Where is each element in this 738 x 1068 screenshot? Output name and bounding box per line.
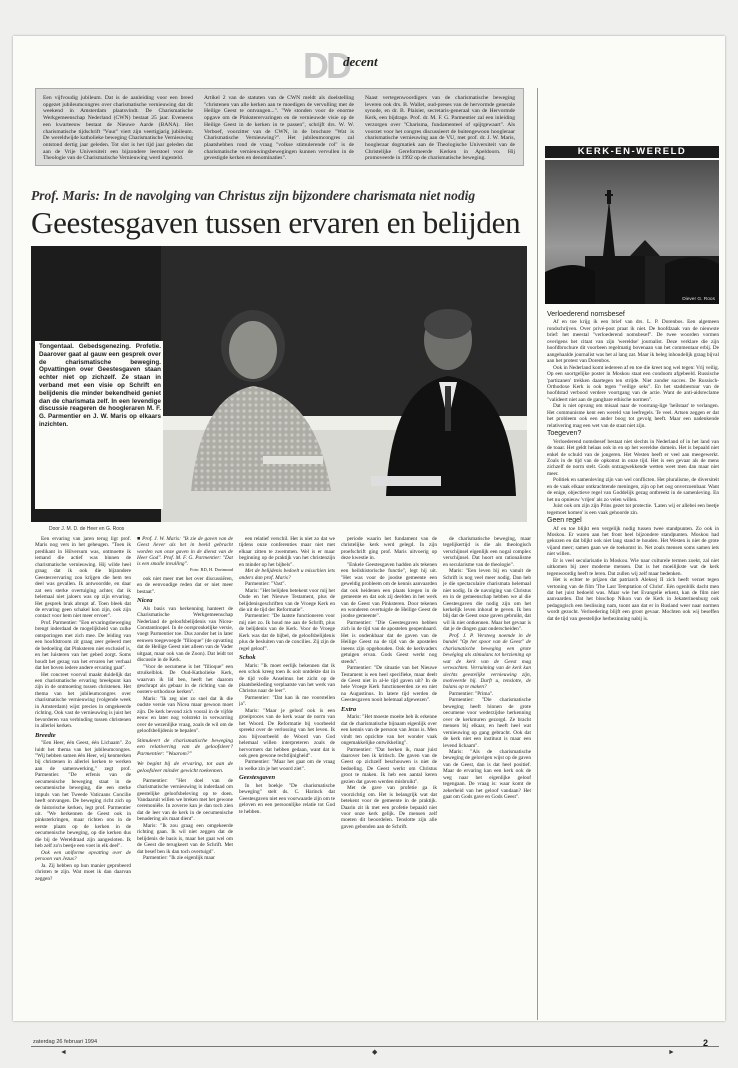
body-column-2 [137, 536, 233, 862]
paragraph: Prof. J. P. Versteeg noemde in de bundel "Op het spoor van de Geest" de charismatische beweging een grote bewéging als stimulans tot herziening op wat de kerk van de Geest mag verwachten. Verruiming van de kerk kan slechts geestelijke vernieuwing zijn, motiveerde hij. Durft u, tenslotte, de balans op te maken? [443, 632, 531, 691]
section-heading: Geestesgaven [239, 774, 276, 782]
kerk-en-wereld-header: KERK-EN-WERELD [545, 146, 719, 158]
article-headline: Geestesgaven tussen ervaren en belijden [31, 205, 521, 240]
paragraph: Als basis van herkenning hanteert de Charismatische Werkgemeenschap Nederland de geloofsbelijdenis van Nicea-Constantinopel. In de oorspronkelijke versie, voegt Parmentier toe. Dus zonder het in later eeuwen toegevoegde "filioque" (de opvatting dat de Heilige Geest niet alleen van de Vader uitgaat, maar ook van de Zoon). Dat leidt tot discussie in de Kerk. [137, 605, 233, 664]
paragraph: Parmentier: "Dat herken ik, maar juist daarover ben ik kritisch. De gaven van de Geest op zichzelf beschouwen is niet de bedoeling. De Geest werkt om Christus groot te maken. Ik heb een aantal keren gezien dat gaven werden misbruikt". [341, 746, 437, 785]
paragraph: Parmentier: "Dat kan ik me voorstellen ja". [239, 694, 335, 708]
paragraph: Maris: "Als de charismatische beweging de gelovigen wijst op de gaven van de Geest, dan is dat heel positief. Maar de ervaring kan een kerk ook de weg naar het eigenlijke geloof tegengaan. De vraag is: waar komt de zekerheid van het geloof vandaan? Het gaat om Gods gave en Gods Geest". [443, 748, 531, 801]
paragraph: ook niet meer met het over discussiëren, en de eenvoudige reden dat er niet meer bestaat". [137, 575, 233, 595]
kerk-en-wereld-text [547, 310, 719, 622]
section-heading: Schok [239, 654, 256, 662]
paragraph: Met de gave van profetie ga ik voorzichtig om. Het is belangrijk wat dat betekent voor de gemeente in de praktijk. Daarin zit ik met een profetie bepaald niet voor onze kerk gelijk. De mensen zelf moeten dit beoordelen. Tenslotte zijn alle gaven gebonden aan de Schrift. [341, 785, 437, 830]
sidebar-paragraph: Verloederend nomsbesef bestaat niet slechts in Nederland of in het land van de toaar. Het geldt helaas ook in en op het wereldse domein. Het is bepaald niet enkel de schuld van de jongeren. Het Westen heeft er veel aan meegewerkt. Zoals in de tijd van de opkomst in onze tijd. Het is een gevaar als de mens zichzelf de norm stelt. Gods ontzagwekkende wetten weet men dan maar niet meer. [547, 438, 719, 477]
scan-tick-3: ► [668, 1048, 675, 1056]
section-heading: Breedte [35, 731, 56, 739]
church-illustration [545, 160, 719, 304]
paragraph: Parmentier: "Ik zie eigenlijk maar [143, 855, 215, 862]
section-heading: Extra [341, 705, 357, 713]
sidebar-paragraph: Dat is niet opvang om misaal naar de voorrang-lige 'heilstaat' te verlangen. Het communisme kent een wereld van leefregels. Te veel. Artsen zeggen er dat het probleem ook een ander boog tot gevolg heeft. Maar een nadenkende relativering mag een wet van de staat niet zijn. [547, 403, 719, 429]
footer-rule [31, 1046, 719, 1047]
paragraph: Parmentier: "Vast". [245, 581, 286, 588]
sidebar-paragraph: Ook in Nederland komt iedereen af en toe die kreet nog wel tegen: Vrij veilig. Op een soortgelijke poster in Moskou staat een condoom afgebeeld. Russische 'partizanen' trekken daartegen ten strijde. Niet zonder succes. De Russisch-Orthodoxe Kerk is ook tegen "veilige seks". En het stadsbestuur van de hoofdstad verbood verdere voortgang van de actie. Want de anti-aidsreclame "valideert niet aan de gangbare ethische normen". [547, 364, 719, 403]
inset-caption [137, 536, 233, 574]
paragraph: Maris: "Het moeste moeite heb ik erkenne dat de charismatische bijnaam eigenlijk over een kennis van de persoon van Jezus is. Men vindt ten opzichte van het wonder vaak ongemakkelijke ontwikkeling". [341, 714, 437, 747]
paragraph: Parmentier: "Prima". [449, 690, 494, 697]
page-number: 2 [703, 1038, 709, 1048]
sidebar-paragraph: Af en toe krijg ik een brief van drs. L. P. Dorenbos. Een algemeen rondschrijven. Over privé-post praat ik niet. De hoofdzaak van de nieuwste brief: het meestal "verloederend nomsbesef". De twee woorden vormen overigens het citaat van zijn 'wereldse' journalist. Deze verklare die zijn hoofdbrochure dit voorbeen regelmatig bovenaan van het commentaar erbij. De aangehaalde journalist was het al lang zat. Maar ik beleg inhoudelijk graag bijval aan het protest van Dorenbos. [547, 319, 719, 365]
paragraph: Parmentier: "Maar het gaat om de vraag in welke zin je het woord ziet". [239, 759, 335, 772]
paragraph: Ook een uniforme opvatting over de persoon van Jezus? [35, 849, 131, 863]
paragraph: "Enkele Geestesgaven hadden als tekenen een heilshistorische functie", legt hij uit. "Het was voor de joodse gemeente een geweldig probleem om de kennis aanvaarden dat ook heidenen een plaats kregen in de gemeente en dat ook zij deelden in het werk van de Geest van Pinksteren. Door tekenen en wonderen overtuigde de Heilige Geest de joodse gemeente". [341, 561, 437, 620]
body-column-2-text [137, 576, 233, 862]
inset-caption-credit: Foto: RD, H. Dortmund [189, 567, 233, 573]
paragraph: Met de belijdenis bedoelt u misschien iets anders dan prof. Maris? [239, 568, 335, 581]
scan-tick-2: ◆ [372, 1048, 378, 1056]
paragraph: In het boekje "De charismatische beweging" stelt ds. C. Harinck dat Geestesgaven niet een voorwaarde zijn om te geloven en een persoonlijke relatie tot God te hebben. [239, 782, 335, 815]
paragraph: Parmentier: "Het doel van de charismatische vernieuwing is inderdaad om geestelijke geloofsbeleving op te doen. Vandaaruit willen we breken met het gewone ceremoniële. In zoverre kan je dan toch zien dat de leer van de kerk in de oecumenische benadering als maat dient". [137, 777, 233, 823]
section-heading: Nicea [137, 597, 153, 605]
paragraph: Een ervaring van jaren terug ligt prof. Maris nog vers in het geheugen. "Toen ik predikant in Hilversum was, ontmoette ik iemand die actief was binnen de charismatische vernieuwing. Hij wilde heel graag dat ik ook die bijzondere Geestesvervaring zou krijgen die hem ten deel was gevallen. Ik antwoordde, en daar zat een sterke overtuiging achter, dat ik helemaal niet jaloers was op zijn ervaring. Het gesprek brak abrupt af. Toen bleek dat de ervaring geen schakel kon zijn, ook zijn contact voor hem niet meer ervoer". [35, 536, 131, 620]
paragraph: Maris: "Ik zeg niet zo snel dat ik die oudste versie van Nicea maar gewoon moet zijn. De kerk bevond zich vooral in de vijfde eeuw en later nog volstrekt in verwarring over de wezenlijke vraag, zoals de wil om de geloofsbelijdenis te bepalen". [137, 695, 233, 735]
intro-col-3: Naast vertegenwoordigers van de charismatische beweging leveren ook drs. B. Wallet, oud-preses van de hervormde generale synode, en dr. B. Plaisier, secretaris-generaal van de Hervormde Kerk, een bijdrage. Prof. dr. M. F. G. Parmentier zal een inleiding verzorgen over "Charisma, fundamenteel of spijtgewaart". Als voorzet voor het congres discussieert de buitengewoon hoogleraar charismatische vernieuwing aan de VU, met prof. dr. J. W. Maris, hoogleraar dogmatiek aan de Theologische Universiteit van de Christelijke Gereformeerde Kerken in Apeldoorn. Hij promoveerde in 1992 op de charismatische beweging. [365, 95, 515, 162]
pull-quote: We begint bij de ervaring, tot aan de geloofsleer minder gewicht toekennen. [137, 761, 233, 774]
paragraph: een relatief verschil. Het is niet zo dat we tijdens onze conferenties maar niet met elkaar zitten te zwemmen. Wel is er maar beginning op de praktijk van het christenzijn en minder op het bijbels". [239, 536, 335, 568]
paragraph: Prof. Parmentier: "Een ervaringsbeweging brengt inderdaad de mogelijkheid van zulke ontsporingen met zich mee. De leiding van een hoofdstroom zit graag zeer geleerd met de bedoeling dat Pinksteren niet exclusief is, en het luisteren van het gebed zorgt. Soms houdt het gezag van het ervaren het verhaal dat het boven iedere andere ervaring gaat". [35, 619, 131, 672]
paragraph: Maris: "Een leven bij en vanuit de Schrift is nog veel meer nodig. Dan heb je die spectaculaire charismata helemaal niet nodig. In de navolging van Christus en in de gemeenschap hebben we al die Geestesgaven die nodig zijn om het kerkelijk leven inhoud te geven. Ik ben blij dat de Geest onze gaven gebruikt, dat wil ik niet ontkennen. Maar het gevaar is dat je de dingen gaat onderscheiden". [443, 568, 531, 633]
dd-logo: DD [303, 45, 349, 86]
paragraph: Maris: "Maar je geloof ook is een groeiproces van de kerk waar de norm van het Woord. De Reformatie bij voorbeeld spreekt over de verlossing van het leven. Ik zou bijvoorbeeld de Woord van God helemaal willen interpreteren zoals de hervormers dat hebben gedaan, want dat is ook geen gewone rechtlijnigheid". [239, 707, 335, 759]
sidebar-heading: Verloederend nomsbesef [547, 311, 625, 318]
sidebar-heading: Toegeven? [547, 430, 582, 438]
paragraph: periode waarin het fundament van de christelijke kerk werd gelegd. In zijn proefschrift ging prof. Maris uitvoerig op deze kwestie in. [341, 536, 437, 562]
sidebar-paragraph: Juist ook om zijn zijn Prins gezet tot protectie. 'Laten wij er allebei een beetje tegemoet komen' is een vaak gehoorde zin. [547, 503, 719, 516]
sidebar-paragraph: Het is echter te prijzen dat patriarch Aleksej II zich heeft verzet tegen vertoning van de film 'The Last Temptation of Christ'. Eén ogenblik dacht men dat het juist bedoeld was. Maar wie het Evangelie erkent, kan de film niet aanvaarden. Dat het bisschop Nikon van de Kerk in Jekaterinenburg ook pedagogisch een beslissing nam, toont aan dat er in Rusland weer naar normen wordt gezocht. Verloedering blijft een groot gevaar. Mochten ook wij beseffen dat de tijd van geestelijke herbezinning nabij is. [547, 577, 719, 622]
bullet-icon: ■ [137, 536, 143, 542]
body-column-3 [239, 536, 335, 815]
sidebar-paragraph: Af en toe blijkt een vergelijk nodig tussen twee standpunten. Zo ook in Moskou. Er waren aan het front heel bijzondere standpunten. Moskou had gekozen en dat blijkt ook niet lang stand te houden. Het Westen is niet de grote vijand meer; samen gaan we de toekomst in. Net zoals mensen soms samen iets niet willen. [547, 525, 719, 558]
byline: Door J. M. D. de Heer en G. Roos [49, 526, 125, 532]
intro-box [35, 88, 524, 166]
paragraph: Maris: "Ik moet eerlijk bekennen dat ik een schok kreeg toen ik ooit ontdekte dat in de tijd volle Anselmus het zicht op de plaatsbekleding verplaatste van het werk van Christus naar de leer". [239, 662, 335, 695]
paragraph: Parmentier: "Die Geestesgaven hebben zich in de tijd van de apostelen geopenbaard. Het is ondenkbaar dat de gaven van de Heilige Geest na de tijd van de apostelen ineens zijn opgehouden. Ook de kerkvaders getuigen ervan. Gods Geest werkt nog steeds". [341, 619, 437, 665]
photo-caption-box [35, 341, 163, 509]
sidebar-divider [537, 88, 538, 1020]
pull-quote: Stimuleert de charismatische beweging een relativering van de geloofsleer? Parmentier: "Waarom?" [137, 737, 233, 758]
paragraph: Het concreet voorval maakt duidelijk dat een charismatische ervaring breekpunt kan zijn in de ontmoeting tussen christenen. Het thema van het jubileumcongres over charismatische vernieuwing (volgende week in Amsterdam) wijst precies in omgekeerde richting. Ook vast de vernieuwing is juist het bevorderen van verbinding tussen christenen in allerlei kerken. [35, 671, 131, 730]
paragraph: "Een Heer, één Geest, één Lichaam". Zo luidt het thema van het jubileumcongres. "Wij hebben samen één Heer, wij kenmerken bij christenen in allerlei kerken te werken aan de samenwerking," zegt prof. Parmentier. "De erfenis van de oecumenische beweging staat in de oecumenische beweging, die een sterke impuls van het Tweede Vaticaans Concilie heeft ontvangen. De beweging richt zich op de historische kerken, legt prof. Parmentier uit. "We herkennen de Geest ook in pinksterkringen, maar richten ons in de eerste plaats op de kerken in de oecumenische beweging, op die kerken dus die bij de Wereldraad zijn aangesloten. Ik heb zelf zo'n beetje een voet in elk deel". [35, 740, 131, 850]
sidebar-paragraph: Politiek en samenleving zijn van wel conflicten. Het pluralisme, de diversiteit en de vaak elkaar ontkrachtende meningen, zijn op het oog onverzoenbaar. Want de enige, objectieve regel van Goddelijk gezag ontbreekt in de samenleving. En het nu opnieuw 'vrijen' als zo velen willen. [547, 477, 719, 503]
newspaper-page [13, 36, 725, 1048]
section-masthead [303, 45, 423, 86]
section-label: decent [343, 54, 378, 69]
intro-col-1: Een vijfvoudig jubileum. Dat is de aanleiding voor een breed opgezet jubileumcongres over charismatische vernieuwing dat dit weekend in Amsterdam plaatsvindt. De Charismatische Werkgemeenschap Nederland (CWN) bestaat 25 jaar. Eveneens een kwarteeuw bestaat de Nieuwe Aarde (BANA). Het charismatische tijdschrift "Vuur" viert zijn veertigjarig jubileum. De wereldwijde katholieke beweging Charismatische Vernieuwing ontstond dertig jaar geleden. Tot slot is het tijd jaar geleden dat aan de Vrije Universiteit een bijzondere leerstoel voor de Theologie van de Charismatische Vernieuwing werd ingesteld. [43, 95, 193, 162]
paragraph: "Voor de oecumene is het "filioque" een struikelblok. De Oud-Katholieke Kerk, waarvan ik lid ben, heeft het daarom geschrapt als gebaar in de richting van de oosters-orthodoxe kerken". [137, 663, 233, 696]
article-subhead: Prof. Maris: In de navolging van Christus zijn bijzondere charismata niet nodig [31, 188, 476, 203]
intro-col-2: Artikel 2 van de statuten van de CWN meldt als doelstelling "christenen van alle kerken aan te moedigen de vervulling met de Heilige Geest te ontvangen...". "We stonden voor de enorme opgave om de Pinksterervaringen en de vernieuwde visie op de Heilige Geest in de kerken in te passen", schrijft drs. W. W. Verboef, voorzitter van de CWN, in de brochure "Wat is Charismatische Vernieuwing?". Het jubileumcongres zal plaatshebben rond de vraag "volkse stimulerende rol" is de charismatische vernieuwingsbewegingen kunnen vervullen in de gevestigde kerken en denominaties". [204, 95, 354, 162]
photo-caption: Tongentaal. Gebedsgenezing. Profetie. Daarover gaat al gauw een gesprek over de charismatische beweging. Opvattingen over Geestesgaven staan echter niet op zichzelf. Ze staan in verband met een visie op Schrift en belijdenis die minder bekendheid geniet dan de charismata zelf. In een levendige discussie reageren de hoogleraren M. F. G. Parmentier en J. W. Maris op elkaars inzichten. [39, 343, 161, 428]
paragraph: Maris: "Ik zou graag een omgekeerde richting gaan. Ik wil niet zeggen dat de belijdenis de basis is, maar het gaat wel om de Geest die terugkeert van de Schrift. Met dat besef ben ik dan toch overtuigd". [137, 822, 233, 855]
paragraph: Maris: "Het belijden betekent voor mij het Oude en het Nieuwe Testament, plus de belijdenisgeschriften van de Vroege Kerk en die uit de tijd der Reformatie". [239, 587, 335, 613]
paragraph: de charismatische beweging, maar tegelijkertijd is die als theologisch verschijnsel eigenlijk een nogal complex verschijnsel. Dat hoort om rationalisme en secularisme van de theologie". [443, 536, 531, 568]
sidebar-paragraph: Er is veel secularisatie in Moskou. Wie naar culturele termen zoekt, zal niet uitkomen bij zeer moderne mensen. Dat is het moeilijkste wat de kerk tegenwoordig heeft te leren. Dat zullen wij zelf maar bedenken. [547, 557, 719, 577]
inset-caption-text: Prof. J. W. Maris: "Ik zie de gaven van de Geest liever als het in beeld gebracht worden van onze gaven in de dienst van de Heer God". Prof. M. F. G. Parmentier: "Dat is een smalle invulling". [137, 536, 233, 568]
scan-tick-1: ◄ [60, 1048, 67, 1056]
paragraph: Ja. Zij hebben op hun manier geprobeerd christen te zijn. Wat moet ik dan daarvan zeggen? [35, 862, 131, 882]
church-photo [545, 160, 719, 304]
paragraph: Parmentier: "De situatie van het Nieuwe Testament is een heel specifieke, maar deelt de Geest niet in al-le tijd gaven uit? In de hele Vroege Kerk functioneerden ze en niet na Augustinus. In latere tijd werden de Geestesgaven nooit helemaal afgewezen". [341, 665, 437, 704]
body-column-4 [341, 536, 437, 830]
paragraph: Parmentier: "De laatste functioneren voor mij niet zo. Ik houd me aan de Schrift, plus de belijdenis van de Kerk. Voor de Vroege Kerk was dat de bijbel, de geloofsbelijdenis plus de besluiten van de concilies. Zij zijn de regel geloof". [239, 613, 335, 652]
body-column-5 [443, 536, 531, 801]
paragraph: Parmentier: "Die charismatische beweging heeft binnen de grote oecumene voor wederzijdse herkenning over de kerkmuren gezorgd. Ze bracht mensen bij elkaar, en heeft heel wat vernieuwing op gang gebracht. Ook dat de kerk niet een instituut is maar een levend lichaam". [443, 697, 531, 749]
sidebar-heading: Geen regel [547, 517, 582, 525]
footer-date: zaterdag 26 februari 1994 [33, 1039, 98, 1045]
church-photo-credit: Diever G. Roos [682, 297, 715, 302]
body-column-1 [35, 536, 131, 882]
